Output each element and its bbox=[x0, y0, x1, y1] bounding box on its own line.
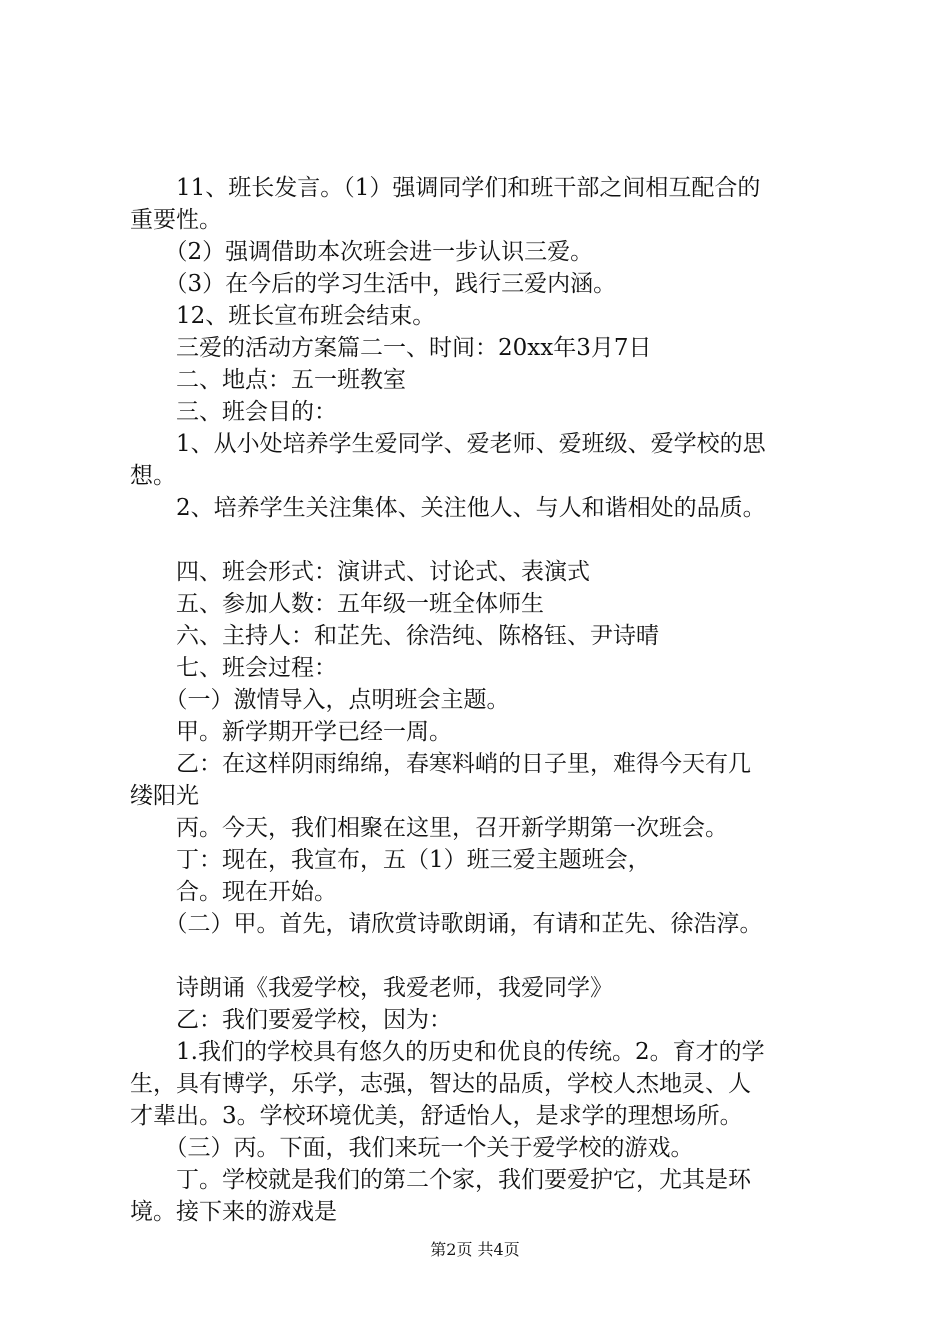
text-line: 五、参加人数：五年级一班全体师生 bbox=[130, 591, 544, 617]
text-line: 三、班会目的： bbox=[130, 399, 337, 425]
text-line: 想。 bbox=[130, 463, 176, 489]
text-line: （3）在今后的学习生活中，践行三爱内涵。 bbox=[130, 271, 617, 297]
text-line: 1.我们的学校具有悠久的历史和优良的传统。2。育才的学 bbox=[130, 1039, 765, 1065]
text-line: 二、地点：五一班教室 bbox=[130, 367, 406, 393]
text-line: 生，具有博学，乐学，志强，智达的品质，学校人杰地灵、人 bbox=[130, 1071, 751, 1097]
text-line: 三爱的活动方案篇二一、时间：20xx年3月7日 bbox=[130, 335, 652, 361]
text-line: 12、班长宣布班会结束。 bbox=[130, 303, 436, 329]
text-line: （2）强调借助本次班会进一步认识三爱。 bbox=[130, 239, 594, 265]
text-line: （三）丙。下面，我们来玩一个关于爱学校的游戏。 bbox=[130, 1135, 694, 1161]
text-line: 丙。今天，我们相聚在这里，召开新学期第一次班会。 bbox=[130, 815, 728, 841]
text-line: 六、主持人：和芷先、徐浩纯、陈格钰、尹诗晴 bbox=[130, 623, 659, 649]
text-line: （二）甲。首先，请欣赏诗歌朗诵，有请和芷先、徐浩淳。 bbox=[130, 911, 763, 937]
text-line: 重要性。 bbox=[130, 207, 222, 233]
text-line: （一）激情导入，点明班会主题。 bbox=[130, 687, 510, 713]
text-line: 丁。学校就是我们的第二个家，我们要爱护它，尤其是环 bbox=[130, 1167, 751, 1193]
text-line: 1、从小处培养学生爱同学、爱老师、爱班级、爱学校的思 bbox=[130, 431, 766, 457]
text-line: 2、培养学生关注集体、关注他人、与人和谐相处的品质。 bbox=[130, 495, 766, 521]
text-line: 11、班长发言。（1）强调同学们和班干部之间相互配合的 bbox=[130, 175, 761, 201]
text-line: 乙：我们要爱学校，因为： bbox=[130, 1007, 452, 1033]
text-line: 甲。新学期开学已经一周。 bbox=[130, 719, 452, 745]
text-line: 丁：现在，我宣布，五（1）班三爱主题班会， bbox=[130, 847, 651, 873]
text-line: 境。接下来的游戏是 bbox=[130, 1199, 337, 1225]
page-footer: 第2页 共4页 bbox=[430, 1240, 520, 1259]
text-line: 才辈出。3。学校环境优美，舒适怡人，是求学的理想场所。 bbox=[130, 1103, 743, 1129]
text-line: 合。现在开始。 bbox=[130, 879, 337, 905]
text-line: 缕阳光 bbox=[130, 783, 199, 809]
text-line: 四、班会形式：演讲式、讨论式、表演式 bbox=[130, 559, 590, 585]
text-line: 诗朗诵《我爱学校，我爱老师，我爱同学》 bbox=[130, 975, 613, 1001]
text-line: 乙：在这样阴雨绵绵，春寒料峭的日子里，难得今天有几 bbox=[130, 751, 751, 777]
text-line: 七、班会过程： bbox=[130, 655, 337, 681]
